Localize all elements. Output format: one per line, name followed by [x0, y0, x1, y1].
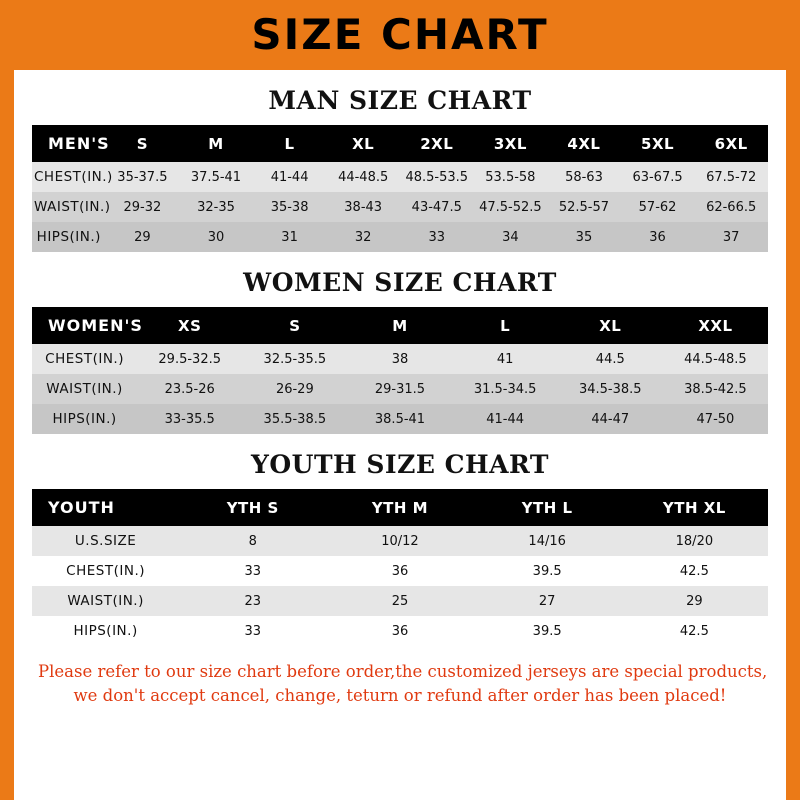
table-header-row — [32, 489, 768, 526]
row-label: CHEST(IN.) — [34, 169, 113, 185]
header-cell-label: MEN'S — [48, 134, 110, 153]
cell: 33 — [428, 229, 446, 245]
cell: 29 — [686, 593, 703, 609]
header-cell: XS — [178, 316, 202, 335]
cell: 58-63 — [565, 169, 603, 185]
cell: 41-44 — [270, 169, 309, 185]
cell: 18/20 — [675, 533, 714, 549]
cell: 33-35.5 — [164, 411, 215, 427]
table-row — [32, 616, 768, 646]
header-cell: 2XL — [420, 134, 454, 153]
women-size-table — [32, 307, 768, 434]
cell: 62-66.5 — [706, 199, 757, 215]
cell: 63-67.5 — [632, 169, 683, 185]
footer-note — [32, 660, 768, 708]
row-label: HIPS(IN.) — [36, 229, 101, 245]
row-label: HIPS(IN.) — [52, 411, 117, 427]
cell: 31 — [281, 229, 298, 245]
page-title: SIZE CHART — [251, 10, 549, 59]
header-cell: M — [392, 316, 408, 335]
header-cell: 6XL — [714, 134, 748, 153]
header-cell: XXL — [698, 316, 733, 335]
cell: 26-29 — [275, 381, 314, 397]
cell: 35-38 — [270, 199, 309, 215]
header-cell: 4XL — [567, 134, 601, 153]
header-cell: 5XL — [641, 134, 675, 153]
header-cell: YTH M — [371, 498, 429, 517]
row-label: WAIST(IN.) — [34, 199, 111, 215]
header-cell: XL — [352, 134, 375, 153]
header-cell: L — [284, 134, 295, 153]
footer-note-line-2: we don't accept cancel, change, teturn or refund after order has been placed! — [73, 685, 727, 705]
cell: 42.5 — [679, 563, 709, 579]
table-header-row — [32, 307, 768, 344]
table-row — [32, 162, 768, 192]
row-label: CHEST(IN.) — [66, 563, 145, 579]
cell: 32-35 — [197, 199, 235, 215]
row-label: U.S.SIZE — [74, 533, 137, 549]
cell: 31.5-34.5 — [473, 381, 537, 397]
cell: 23 — [244, 593, 262, 609]
cell: 35 — [575, 229, 593, 245]
cell: 57-62 — [638, 199, 677, 215]
cell: 30 — [207, 229, 225, 245]
cell: 25 — [391, 593, 409, 609]
cell: 35.5-38.5 — [263, 411, 327, 427]
cell: 52.5-57 — [558, 199, 610, 215]
cell: 37 — [722, 229, 740, 245]
cell: 41 — [496, 351, 514, 367]
content — [14, 86, 786, 708]
header-cell: M — [208, 134, 224, 153]
header-cell: YTH S — [226, 498, 279, 517]
cell: 29 — [134, 229, 151, 245]
cell: 67.5-72 — [706, 169, 757, 185]
cell: 44-47 — [591, 411, 630, 427]
header-cell: L — [500, 316, 511, 335]
cell: 35-37.5 — [117, 169, 168, 185]
cell: 36 — [649, 229, 666, 245]
header-cell: YTH XL — [662, 498, 726, 517]
cell: 33 — [244, 563, 262, 579]
table-row — [32, 586, 768, 616]
header-cell: S — [136, 134, 149, 153]
cell: 39.5 — [532, 563, 562, 579]
cell: 34 — [502, 229, 519, 245]
cell: 53.5-58 — [485, 169, 536, 185]
youth-size-table — [32, 489, 768, 646]
cell: 34.5-38.5 — [578, 381, 642, 397]
table-row — [32, 344, 768, 374]
table-row — [32, 192, 768, 222]
women-section-title: WOMEN SIZE CHART — [243, 268, 557, 297]
cell: 42.5 — [679, 623, 709, 639]
cell: 32.5-35.5 — [263, 351, 327, 367]
cell: 44.5 — [595, 351, 625, 367]
cell: 39.5 — [532, 623, 562, 639]
cell: 41-44 — [486, 411, 525, 427]
cell: 10/12 — [381, 533, 419, 549]
cell: 48.5-53.5 — [405, 169, 469, 185]
cell: 44-48.5 — [338, 169, 389, 185]
cell: 38 — [391, 351, 409, 367]
table-row — [32, 526, 768, 556]
cell: 36 — [391, 623, 409, 639]
table-row — [32, 374, 768, 404]
footer-note-line-1: Please refer to our size chart before order,the customized jerseys are special products, — [38, 662, 768, 681]
row-label: WAIST(IN.) — [46, 381, 123, 397]
cell: 38.5-41 — [374, 411, 426, 427]
cell: 29.5-32.5 — [158, 351, 221, 367]
cell: 14/16 — [528, 533, 566, 549]
cell: 47.5-52.5 — [479, 199, 542, 215]
cell: 23.5-26 — [164, 381, 215, 397]
cell: 32 — [354, 229, 372, 245]
header-cell: XL — [599, 316, 622, 335]
header-cell: YTH L — [521, 498, 573, 517]
header-cell-label: YOUTH — [48, 498, 115, 517]
row-label: CHEST(IN.) — [45, 351, 124, 367]
cell: 37.5-41 — [190, 169, 242, 185]
row-label: WAIST(IN.) — [67, 593, 144, 609]
cell: 44.5-48.5 — [684, 351, 747, 367]
header-cell-label: WOMEN'S — [48, 316, 143, 335]
table-row — [32, 556, 768, 586]
cell: 38.5-42.5 — [684, 381, 747, 397]
header-cell: 3XL — [493, 134, 527, 153]
row-label: HIPS(IN.) — [73, 623, 138, 639]
youth-section-title: YOUTH SIZE CHART — [251, 450, 549, 479]
cell: 47-50 — [696, 411, 735, 427]
cell: 43-47.5 — [411, 199, 462, 215]
cell: 8 — [248, 533, 257, 549]
cell: 27 — [538, 593, 556, 609]
cell: 29-31.5 — [374, 381, 426, 397]
cell: 29-32 — [123, 199, 162, 215]
cell: 33 — [244, 623, 262, 639]
men-section-title: MAN SIZE CHART — [268, 86, 532, 115]
banner — [0, 0, 800, 70]
table-header-row — [32, 125, 768, 162]
men-size-table — [32, 125, 768, 252]
header-cell: S — [289, 316, 301, 335]
table-row — [32, 404, 768, 434]
table-row — [32, 222, 768, 252]
cell: 36 — [391, 563, 409, 579]
cell: 38-43 — [344, 199, 383, 215]
